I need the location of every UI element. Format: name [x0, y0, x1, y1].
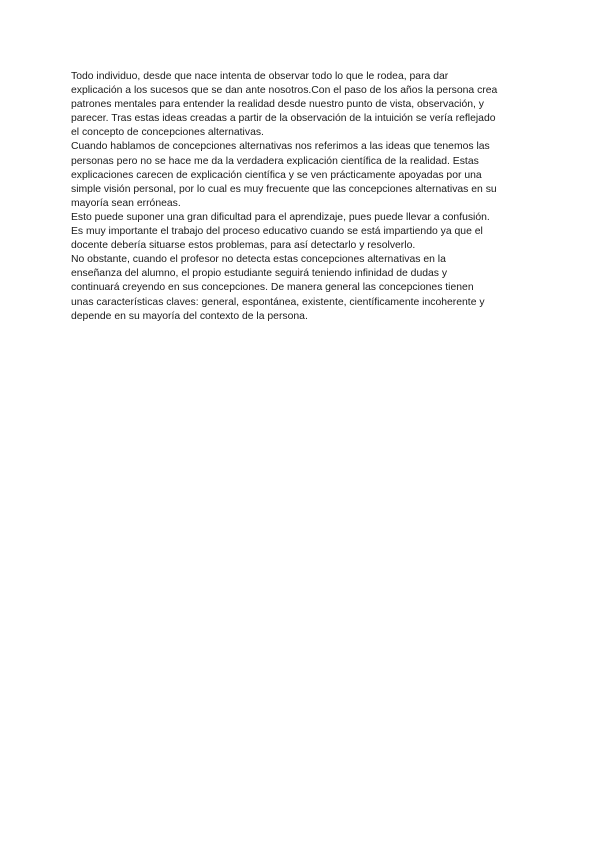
text-line: continuará creyendo en sus concepciones. De manera general las concepciones tienen [71, 282, 474, 294]
text-line: Cuando hablamos de concepciones alternativas nos referimos a las ideas que tenemos las [71, 141, 490, 153]
text-line: depende en su mayoría del contexto de la persona. [71, 310, 308, 322]
text-line: Esto puede suponer una gran dificultad para el aprendizaje, pues puede llevar a confusión. [71, 211, 490, 223]
text-line: parecer. Tras estas ideas creadas a partir de la observación de la intuición se vería reflejado [71, 113, 496, 125]
text-line: explicaciones carecen de explicación científica y se ven prácticamente apoyadas por una [71, 169, 482, 181]
text-line: unas características claves: general, espontánea, existente, científicamente incoherente y [71, 296, 485, 308]
text-line: mayoría sean erróneas. [71, 197, 181, 209]
text-line: personas pero no se hace me da la verdadera explicación científica de la realidad. Estas [71, 155, 479, 167]
body-text [71, 70, 533, 324]
text-line: enseñanza del alumno, el propio estudiante seguirá teniendo infinidad de dudas y [71, 268, 448, 280]
text-line: el concepto de concepciones alternativas. [71, 127, 264, 139]
text-line: explicación a los sucesos que se dan ante nosotros.Con el paso de los años la persona crea [71, 85, 498, 97]
text-line: Es muy importante el trabajo del proceso educativo cuando se está impartiendo ya que el [71, 226, 483, 238]
text-line: No obstante, cuando el profesor no detecta estas concepciones alternativas en la [71, 254, 446, 266]
text-line: simple visión personal, por lo cual es muy frecuente que las concepciones alternativas en su [71, 183, 497, 195]
text-line: Todo individuo, desde que nace intenta de observar todo lo que le rodea, para dar [71, 71, 449, 82]
text-line: patrones mentales para entender la realidad desde nuestro punto de vista, observación, y [71, 99, 485, 111]
text-line: docente debería situarse estos problemas, para así detectarlo y resolverlo. [71, 240, 416, 252]
